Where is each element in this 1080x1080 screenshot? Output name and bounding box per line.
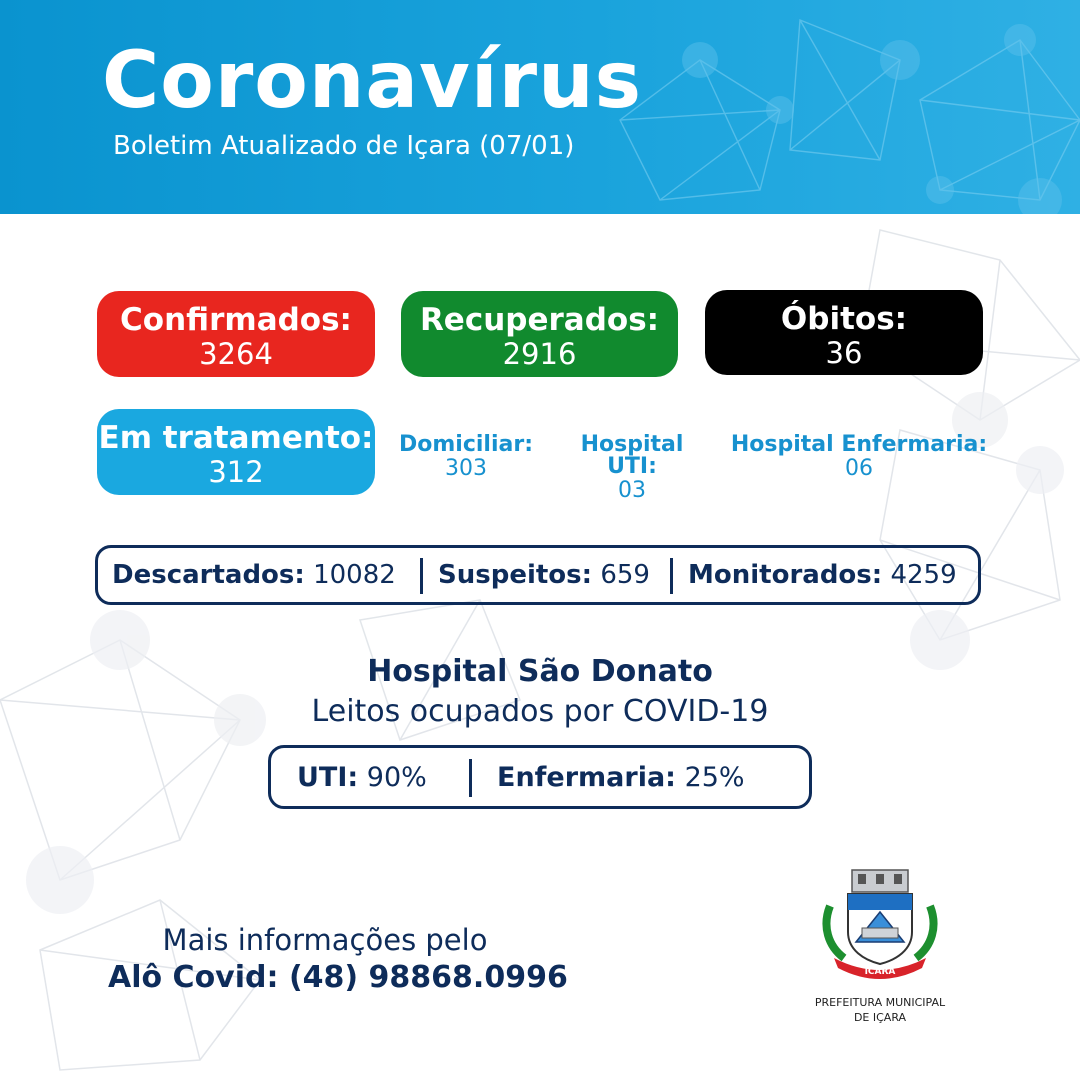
prefecture-name bbox=[790, 996, 970, 1026]
divider bbox=[420, 558, 423, 594]
hospital-subtitle: Leitos ocupados por COVID-19 bbox=[311, 694, 769, 729]
home-care-stat bbox=[398, 434, 534, 480]
confirmed-value: 3264 bbox=[199, 337, 273, 371]
discarded-label: Descartados: bbox=[112, 560, 305, 590]
deaths-label: Óbitos: bbox=[780, 301, 908, 337]
home-care-label: Domiciliar: bbox=[399, 432, 533, 457]
hospital-icu-stat bbox=[297, 763, 427, 793]
hotline-phone: Alô Covid: (48) 98868.0996 bbox=[108, 960, 568, 995]
hospital-ward-value: 25% bbox=[684, 762, 745, 793]
treatment-label: Em tratamento: bbox=[98, 420, 374, 456]
icu-label: Hospital UTI: bbox=[580, 432, 684, 479]
confirmed-card bbox=[97, 291, 375, 377]
suspected-stat bbox=[438, 561, 650, 590]
hospital-name: Hospital São Donato bbox=[367, 654, 713, 689]
header-banner bbox=[0, 0, 1080, 214]
icu-stat bbox=[552, 434, 712, 502]
monitored-stat bbox=[688, 561, 957, 590]
prefecture-line-1: PREFEITURA MUNICIPAL bbox=[814, 996, 946, 1009]
discarded-value: 10082 bbox=[313, 560, 396, 590]
hospital-occupancy-strip bbox=[268, 745, 812, 809]
divider bbox=[670, 558, 673, 594]
ward-label: Hospital Enfermaria: bbox=[730, 432, 988, 457]
recovered-label: Recuperados: bbox=[419, 302, 660, 338]
hospital-icu-value: 90% bbox=[366, 762, 427, 793]
recovered-value: 2916 bbox=[502, 337, 577, 371]
ward-stat bbox=[730, 434, 988, 480]
hospital-icu-label: UTI: bbox=[297, 762, 359, 793]
municipal-crest-icon bbox=[822, 866, 938, 988]
prefecture-line-2: DE IÇARA bbox=[853, 1010, 907, 1024]
more-info-text: Mais informações pelo bbox=[162, 923, 488, 957]
ward-value: 06 bbox=[845, 456, 873, 481]
crest-motto: ICARA bbox=[864, 967, 896, 977]
page-title: Coronavírus bbox=[102, 36, 643, 126]
suspected-label: Suspeitos: bbox=[438, 560, 593, 590]
hospital-ward-stat bbox=[497, 763, 745, 793]
confirmed-label: Confirmados: bbox=[120, 302, 352, 338]
treatment-value: 312 bbox=[208, 455, 264, 489]
home-care-value: 303 bbox=[445, 456, 487, 481]
divider bbox=[469, 759, 472, 797]
other-stats-strip bbox=[95, 545, 981, 605]
recovered-card bbox=[401, 291, 678, 377]
page-subtitle: Boletim Atualizado de Içara (07/01) bbox=[113, 131, 575, 161]
monitored-value: 4259 bbox=[890, 560, 957, 590]
monitored-label: Monitorados: bbox=[688, 560, 883, 590]
hospital-ward-label: Enfermaria: bbox=[497, 762, 676, 793]
suspected-value: 659 bbox=[600, 560, 650, 590]
icu-value: 03 bbox=[618, 478, 646, 503]
deaths-value: 36 bbox=[825, 336, 863, 370]
treatment-card bbox=[97, 409, 375, 495]
discarded-stat bbox=[112, 561, 396, 590]
deaths-card bbox=[705, 290, 983, 375]
